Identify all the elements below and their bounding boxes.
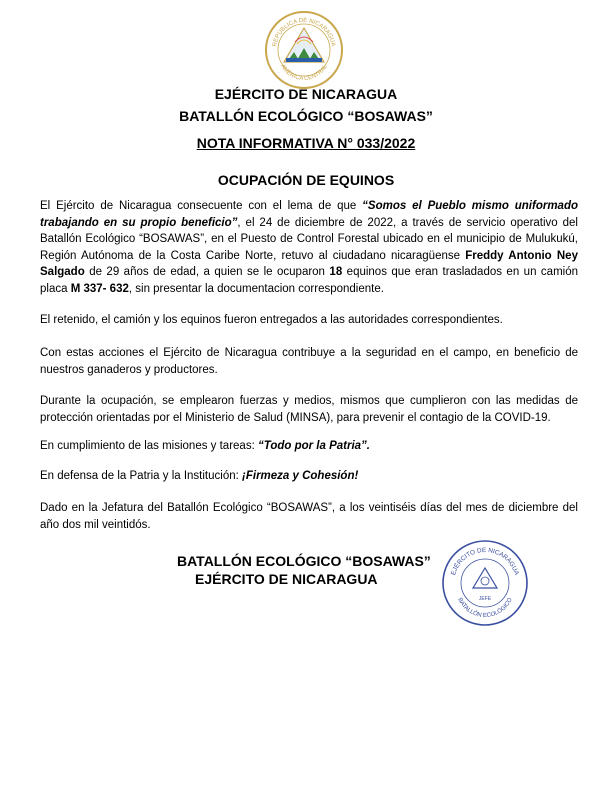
p1-text-b: , el 24 de diciembre de 2022, a través de servicio operativo del Batallón Ecológico “BOSAWAS”, en el Puesto de Control Forestal ubicado en el municipio de Mulukukú, Región Autónoma de la Costa Caribe Norte, retuvo al ciudadano nicaragüense bbox=[40, 216, 578, 262]
p5-text: En cumplimiento de las misiones y tareas: bbox=[40, 440, 258, 452]
p1-text-e: , sin presentar la documentacion correspondiente. bbox=[128, 282, 384, 295]
paragraph-3: Con estas acciones el Ejército de Nicaragua contribuye a la seguridad en el campo, en beneficio de nuestros ganaderos y productores. bbox=[40, 347, 578, 376]
battalion-stamp bbox=[440, 538, 530, 628]
p1-text-d: equinos que eran trasladados en un camión placa bbox=[40, 266, 578, 295]
signature-org: EJÉRCITO DE NICARAGUA bbox=[195, 571, 378, 587]
p1-plate: M 337- 632 bbox=[70, 282, 129, 295]
stamp-bottom-text: BATALLÓN ECOLÓGICO bbox=[456, 597, 514, 620]
svg-text:EJÉRCITO DE NICARAGUA bbox=[450, 547, 520, 577]
p1-text-c: de 29 años de edad, a quien se le ocuparon bbox=[84, 266, 330, 279]
p1-person-name: Freddy Antonio Ney Salgado bbox=[40, 249, 578, 279]
p1-count: 18 bbox=[329, 266, 343, 279]
note-subject: OCUPACIÓN DE EQUINOS bbox=[217, 172, 395, 188]
stamp-top-text: EJÉRCITO DE NICARAGUA bbox=[450, 546, 520, 577]
unit-title: BATALLÓN ECOLÓGICO “BOSAWAS” bbox=[179, 108, 433, 124]
paragraph-6 bbox=[40, 468, 578, 485]
p5-motto: “Todo por la Patria”. bbox=[257, 440, 370, 452]
paragraph-5 bbox=[40, 438, 578, 455]
paragraph-2: El retenido, el camión y los equinos fueron entregados a las autoridades correspondientes. bbox=[40, 314, 503, 326]
p6-text: En defensa de la Patria y la Institución: bbox=[40, 470, 243, 482]
paragraph-7: Dado en la Jefatura del Batallón Ecológico “BOSAWAS”, a los veintiséis días del mes de diciembre del año dos mil veintidós. bbox=[40, 502, 578, 531]
seal-top-text: REPÚBLICA DE NICARAGUA bbox=[272, 17, 336, 48]
stamp-center-text: JEFE bbox=[478, 596, 492, 602]
p1-text-a: El Ejército de Nicaragua consecuente con el lema de que bbox=[40, 200, 363, 212]
seal-bottom-text: AMÉRICA CENTRAL bbox=[279, 63, 329, 83]
paragraph-1 bbox=[40, 198, 578, 298]
note-number: NOTA INFORMATIVA N° 033/2022 bbox=[196, 135, 416, 151]
svg-text:AMÉRICA CENTRAL bbox=[279, 63, 329, 82]
national-coat-of-arms bbox=[264, 10, 344, 90]
p1-motto: “Somos el Pueblo mismo uniformado trabajando en su propio beneficio” bbox=[40, 200, 578, 229]
p6-motto: ¡Firmeza y Cohesión! bbox=[242, 470, 359, 482]
paragraph-4: Durante la ocupación, se emplearon fuerzas y medios, mismos que cumplieron con las medidas de protección orientadas por el Ministerio de Salud (MINSA), para prevenir el contagio de la COVID-19. bbox=[40, 395, 578, 424]
org-title: EJÉRCITO DE NICARAGUA bbox=[214, 86, 398, 102]
signature-unit: BATALLÓN ECOLÓGICO “BOSAWAS” bbox=[177, 553, 431, 569]
